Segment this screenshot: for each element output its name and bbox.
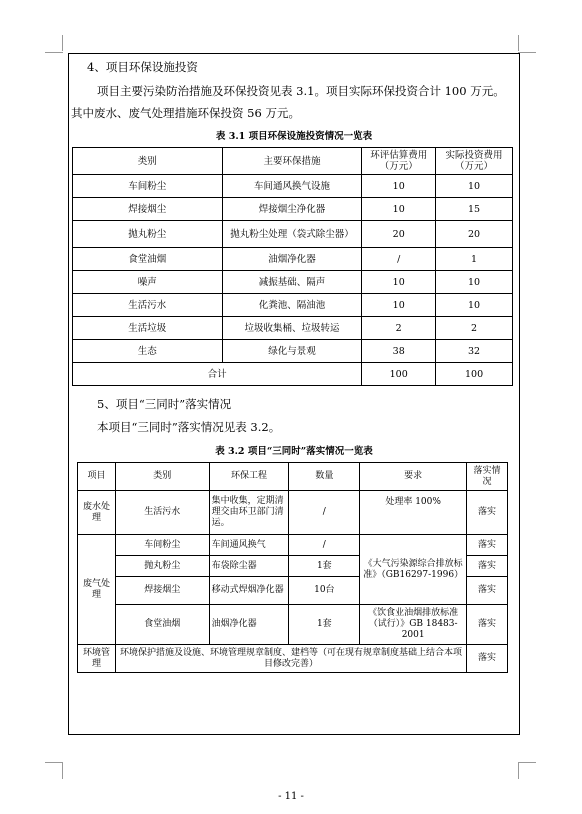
table1-total-actual: 100 [436, 363, 513, 386]
table2-item-env: 环境管理 [78, 645, 116, 673]
table-cell: 1 [436, 248, 513, 271]
table-cell: 噪声 [73, 271, 223, 294]
table-cell: 环境保护措施及设施、环境管理规章制度、建档等（可在现有规章制度基础上结合本项目修改完善） [115, 645, 466, 673]
table-cell: 焊接烟尘 [73, 198, 223, 221]
table2-item-water: 废水处理 [78, 491, 116, 535]
table1-caption: 表 3.1 项目环保设施投资情况一览表 [215, 131, 373, 142]
table-cell: 生活污水 [73, 294, 223, 317]
table-cell: 布袋除尘器 [209, 556, 289, 577]
table-cell: 集中收集，定期清理交由环卫部门清运。 [209, 491, 289, 535]
table-row [73, 340, 513, 363]
table-cell: / [362, 248, 436, 271]
table-cell: 2 [436, 317, 513, 340]
table-cell: 化粪池、隔油池 [222, 294, 362, 317]
table-cell: 油烟净化器 [209, 605, 289, 645]
table-row [73, 317, 513, 340]
table-cell: 车间粉尘 [115, 535, 209, 556]
section5-paragraph: 本项目“三同时”落实情况见表 3.2。 [97, 420, 281, 434]
table-cell: 10 [362, 175, 436, 198]
table-cell: 落实 [467, 491, 508, 535]
table-cell: 油烟净化器 [222, 248, 362, 271]
table1-total-label: 合计 [73, 363, 362, 386]
table-cell: 落实 [467, 535, 508, 556]
table2 [77, 462, 508, 673]
table1-header: 环评估算费用（万元） [362, 148, 436, 175]
table-row [78, 605, 508, 645]
table2-header: 项目 [78, 463, 116, 491]
table-cell: 车间通风换气 [209, 535, 289, 556]
table-row [73, 198, 513, 221]
table-cell: 落实 [467, 556, 508, 577]
table2-header-row [78, 463, 508, 491]
table1-header: 主要环保措施 [222, 148, 362, 175]
crop-mark [518, 763, 519, 779]
table-cell: 处理率 100% [360, 491, 467, 535]
table1-total-row [73, 363, 513, 386]
table-cell: 32 [436, 340, 513, 363]
table-row [73, 175, 513, 198]
table-cell: 生活污水 [115, 491, 209, 535]
table-row [73, 271, 513, 294]
table-cell: 绿化与景观 [222, 340, 362, 363]
table1-header-row [73, 148, 513, 175]
table-cell: 10 [436, 175, 513, 198]
table-cell: 《大气污染源综合排放标准》（GB16297-1996） [360, 535, 467, 605]
table1-header: 类别 [73, 148, 223, 175]
table1 [72, 147, 513, 386]
crop-mark [518, 35, 519, 51]
table-cell: 20 [436, 221, 513, 248]
table-row [78, 535, 508, 556]
table-cell: / [289, 535, 360, 556]
table-cell: 食堂油烟 [115, 605, 209, 645]
page-number: - 11 - [278, 791, 304, 802]
table-cell: 垃圾收集桶、垃圾转运 [222, 317, 362, 340]
table-cell: 落实 [467, 577, 508, 605]
table-cell: 抛丸粉尘 [115, 556, 209, 577]
section5-heading: 5、项目“三同时”落实情况 [97, 397, 232, 411]
table-cell: 10 [362, 271, 436, 294]
table-cell: 38 [362, 340, 436, 363]
table-cell: 1套 [289, 605, 360, 645]
table2-header: 类别 [115, 463, 209, 491]
table-cell: 车间粉尘 [73, 175, 223, 198]
table-row [78, 491, 508, 535]
section4-paragraph-line2: 其中废水、废气处理措施环保投资 56 万元。 [71, 106, 300, 120]
crop-mark [518, 762, 536, 763]
table-cell: 20 [362, 221, 436, 248]
table-cell: 焊接烟尘净化器 [222, 198, 362, 221]
crop-mark [518, 52, 536, 53]
section4-paragraph-line1: 项目主要污染防治措施及环保投资见表 3.1。项目实际环保投资合计 100 万元。 [97, 84, 505, 98]
table-cell: 2 [362, 317, 436, 340]
table-cell: 移动式焊烟净化器 [209, 577, 289, 605]
crop-mark [62, 35, 63, 51]
table2-header: 数量 [289, 463, 360, 491]
table-cell: 落实 [467, 645, 508, 673]
table-cell: 《饮食业油烟排放标准（试行）》GB 18483-2001 [360, 605, 467, 645]
table-row [78, 645, 508, 673]
table-cell: 焊接烟尘 [115, 577, 209, 605]
crop-mark [45, 762, 63, 763]
table-cell: 10 [362, 294, 436, 317]
section4-heading: 4、项目环保设施投资 [87, 60, 198, 74]
table-cell: 10 [362, 198, 436, 221]
table-cell: 10 [436, 271, 513, 294]
table-cell: 落实 [467, 605, 508, 645]
table-cell: 车间通风换气设施 [222, 175, 362, 198]
table2-item-gas: 废气处理 [78, 535, 116, 645]
table2-caption: 表 3.2 项目“三同时”落实情况一览表 [215, 446, 373, 457]
table-cell: 1套 [289, 556, 360, 577]
table-cell: 减振基础、隔声 [222, 271, 362, 294]
crop-mark [62, 763, 63, 779]
table1-header: 实际投资费用（万元） [436, 148, 513, 175]
table-row [73, 221, 513, 248]
table-cell: 生活垃圾 [73, 317, 223, 340]
table-cell: 10 [436, 294, 513, 317]
table2-header: 落实情况 [467, 463, 508, 491]
table2-header: 要求 [360, 463, 467, 491]
table1-total-estimate: 100 [362, 363, 436, 386]
table-cell: 抛丸粉尘 [73, 221, 223, 248]
table-cell: 15 [436, 198, 513, 221]
table-row [73, 294, 513, 317]
page-frame [68, 53, 520, 735]
crop-mark [45, 52, 63, 53]
table-cell: 10台 [289, 577, 360, 605]
table-cell: / [289, 491, 360, 535]
table-row [73, 248, 513, 271]
table2-header: 环保工程 [209, 463, 289, 491]
table-cell: 生态 [73, 340, 223, 363]
table-cell: 抛丸粉尘处理（袋式除尘器） [222, 221, 362, 248]
table-cell: 食堂油烟 [73, 248, 223, 271]
